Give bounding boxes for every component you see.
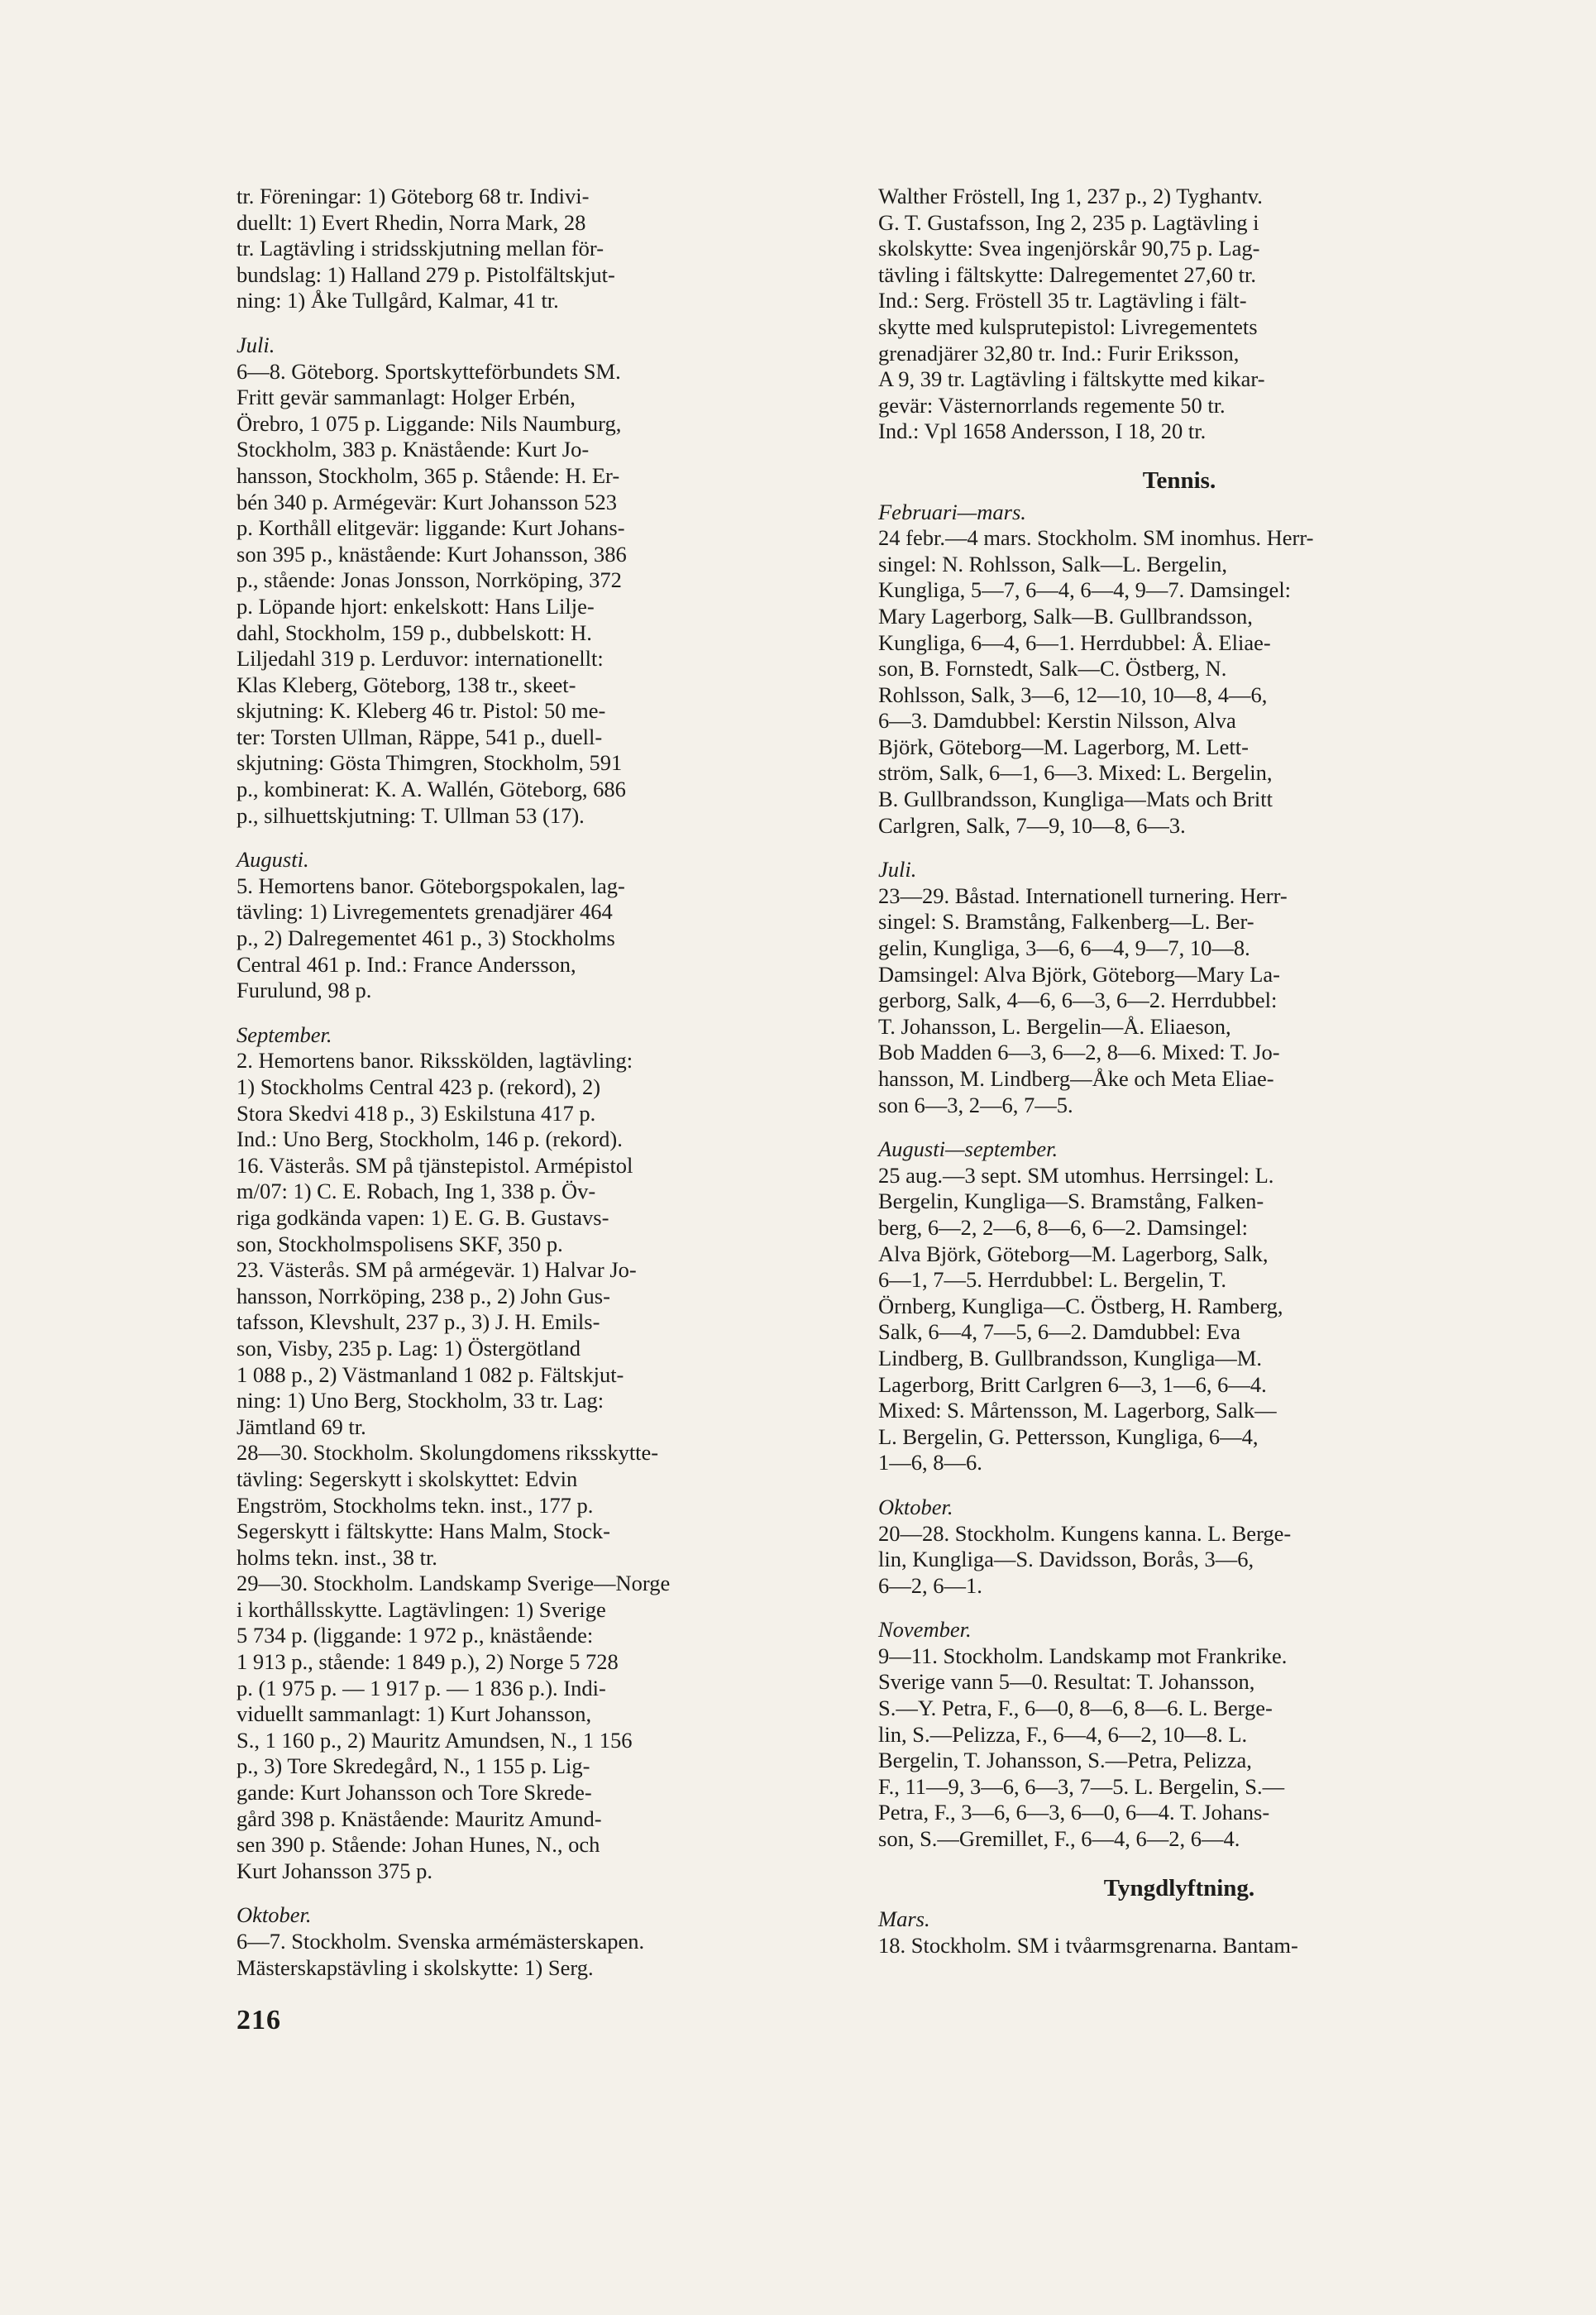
- text-line: gevär: Västernorrlands regemente 50 tr.: [878, 392, 1226, 418]
- text-line: Liljedahl 319 p. Lerduvor: internationellt:: [237, 646, 604, 672]
- text-line: 2. Hemortens banor. Riksskölden, lagtävling:: [237, 1048, 633, 1074]
- text-line: Jämtland 69 tr.: [237, 1413, 366, 1439]
- left-column: [237, 184, 834, 1981]
- month-heading: Augusti.: [237, 847, 309, 873]
- text-line: grenadjärer 32,80 tr. Ind.: Furir Eriksson,: [878, 340, 1240, 366]
- text-line: skjutning: Gösta Thimgren, Stockholm, 591: [237, 750, 623, 776]
- text-line: ning: 1) Uno Berg, Stockholm, 33 tr. Lag:: [237, 1388, 604, 1413]
- month-heading: Mars.: [878, 1906, 930, 1932]
- text-line: Ind.: Uno Berg, Stockholm, 146 p. (rekord).: [237, 1126, 623, 1152]
- text-line: tr. Föreningar: 1) Göteborg 68 tr. Indivi-: [237, 184, 590, 208]
- text-line: son, S.—Gremillet, F., 6—4, 6—2, 6—4.: [878, 1826, 1240, 1852]
- text-line: 28—30. Stockholm. Skolungdomens riksskytte-: [237, 1440, 659, 1466]
- text-line: ter: Torsten Ullman, Räppe, 541 p., duell-: [237, 724, 603, 749]
- text-line: hansson, Stockholm, 365 p. Stående: H. Er-: [237, 462, 620, 488]
- text-line: Bergelin, Kungliga—S. Bramstång, Falken-: [878, 1189, 1264, 1214]
- text-line: 6—1, 7—5. Herrdubbel: L. Bergelin, T.: [878, 1267, 1226, 1293]
- section-heading-tyngdlyftning: Tyngdlyftning.: [1103, 1874, 1255, 1901]
- text-line: 29—30. Stockholm. Landskamp Sverige—Norge: [237, 1571, 671, 1596]
- text-line: son 6—3, 2—6, 7—5.: [878, 1092, 1073, 1117]
- text-line: p. Korthåll elitgevär: liggande: Kurt Johans-: [237, 515, 625, 541]
- text-line: Mary Lagerborg, Salk—B. Gullbrandsson,: [878, 603, 1253, 629]
- text-line: tävling: 1) Livregementets grenadjärer 464: [237, 899, 613, 925]
- text-line: Rohlsson, Salk, 3—6, 12—10, 10—8, 4—6,: [878, 682, 1268, 707]
- text-line: Carlgren, Salk, 7—9, 10—8, 6—3.: [878, 812, 1186, 838]
- page-number: 216: [237, 2005, 281, 2035]
- text-line: son, B. Fornstedt, Salk—C. Östberg, N.: [878, 656, 1227, 682]
- text-line: 1 088 p., 2) Västmanland 1 082 p. Fältskjut-: [237, 1361, 624, 1387]
- text-line: p., 2) Dalregementet 461 p., 3) Stockholms: [237, 926, 615, 951]
- month-heading: Februari—mars.: [878, 499, 1026, 524]
- text-line: 6—2, 6—1.: [878, 1572, 982, 1598]
- text-line: m/07: 1) C. E. Robach, Ing 1, 338 p. Öv-: [237, 1179, 596, 1204]
- text-line: F., 11—9, 3—6, 6—3, 7—5. L. Bergelin, S.—: [878, 1773, 1285, 1799]
- text-line: 5 734 p. (liggande: 1 972 p., knästående:: [237, 1623, 594, 1648]
- text-line: berg, 6—2, 2—6, 8—6, 6—2. Damsingel:: [878, 1214, 1249, 1240]
- text-line: son, Stockholmspolisens SKF, 350 p.: [237, 1231, 563, 1256]
- text-line: duellt: 1) Evert Rhedin, Norra Mark, 28: [237, 209, 586, 235]
- text-line: Ind.: Serg. Fröstell 35 tr. Lagtävling i fält-: [878, 288, 1247, 313]
- text-line: riga godkända vapen: 1) E. G. B. Gustavs-: [237, 1204, 609, 1230]
- text-line: Kungliga, 5—7, 6—4, 6—4, 9—7. Damsingel:: [878, 577, 1292, 603]
- text-line: Damsingel: Alva Björk, Göteborg—Mary La-: [878, 961, 1280, 987]
- text-line: Fritt gevär sammanlagt: Holger Erbén,: [237, 385, 576, 410]
- text-line: 1 913 p., stående: 1 849 p.), 2) Norge 5 728: [237, 1649, 619, 1675]
- text-line: ström, Salk, 6—1, 6—3. Mixed: L. Bergelin,: [878, 760, 1273, 786]
- text-line: tafsson, Klevshult, 237 p., 3) J. H. Emils-: [237, 1309, 600, 1335]
- text-line: gande: Kurt Johansson och Tore Skrede-: [237, 1780, 592, 1806]
- text-line: bén 340 p. Armégevär: Kurt Johansson 523: [237, 489, 617, 514]
- section-heading-tennis: Tennis.: [1142, 466, 1216, 494]
- text-line: Örebro, 1 075 p. Liggande: Nils Naumburg,: [237, 410, 622, 436]
- text-line: p., silhuettskjutning: T. Ullman 53 (17).: [237, 802, 585, 828]
- text-line: gelin, Kungliga, 3—6, 6—4, 9—7, 10—8.: [878, 935, 1250, 961]
- text-line: skjutning: K. Kleberg 46 tr. Pistol: 50 me-: [237, 698, 606, 724]
- text-line: L. Bergelin, G. Pettersson, Kungliga, 6—4,: [878, 1423, 1259, 1449]
- text-line: p., 3) Tore Skredegård, N., 1 155 p. Lig-: [237, 1753, 590, 1779]
- text-line: Stora Skedvi 418 p., 3) Eskilstuna 417 p.: [237, 1100, 596, 1126]
- text-line: 25 aug.—3 sept. SM utomhus. Herrsingel: L.: [878, 1162, 1274, 1188]
- month-heading: Augusti—september.: [878, 1136, 1058, 1162]
- text-line: 23. Västerås. SM på armégevär. 1) Halvar Jo-: [237, 1257, 637, 1283]
- text-line: hansson, Norrköping, 238 p., 2) John Gus-: [237, 1283, 610, 1308]
- text-line: 6—3. Damdubbel: Kerstin Nilsson, Alva: [878, 708, 1236, 734]
- text-line: bundslag: 1) Halland 279 p. Pistolfältskjut-: [237, 261, 615, 287]
- text-line: 24 febr.—4 mars. Stockholm. SM inomhus. Herr-: [878, 525, 1314, 551]
- text-line: Örnberg, Kungliga—C. Östberg, H. Ramberg,: [878, 1293, 1283, 1318]
- text-line: hansson, M. Lindberg—Åke och Meta Eliae-: [878, 1066, 1274, 1091]
- text-line: S., 1 160 p., 2) Mauritz Amundsen, N., 1 156: [237, 1727, 633, 1753]
- text-line: son, Visby, 235 p. Lag: 1) Östergötland: [237, 1335, 581, 1361]
- text-line: A 9, 39 tr. Lagtävling i fältskytte med kikar-: [878, 366, 1265, 392]
- text-line: 20—28. Stockholm. Kungens kanna. L. Berge-: [878, 1520, 1292, 1546]
- text-line: skytte med kulsprutepistol: Livregementets: [878, 313, 1258, 339]
- text-line: 1) Stockholms Central 423 p. (rekord), 2): [237, 1074, 601, 1099]
- text-line: Salk, 6—4, 7—5, 6—2. Damdubbel: Eva: [878, 1319, 1240, 1345]
- text-line: 18. Stockholm. SM i tvåarmsgrenarna. Bantam-: [878, 1932, 1298, 1958]
- text-line: ning: 1) Åke Tullgård, Kalmar, 41 tr.: [237, 288, 559, 313]
- month-heading: September.: [237, 1021, 332, 1047]
- right-column: [878, 184, 1480, 1959]
- text-line: 16. Västerås. SM på tjänstepistol. Armépistol: [237, 1152, 633, 1178]
- text-line: tävling: Segerskytt i skolskyttet: Edvin: [237, 1466, 578, 1491]
- text-line: gerborg, Salk, 4—6, 6—3, 6—2. Herrdubbel:: [878, 988, 1278, 1013]
- text-line: 5. Hemortens banor. Göteborgspokalen, lag-: [237, 873, 625, 898]
- text-line: 6—7. Stockholm. Svenska armémästerskapen.: [237, 1929, 645, 1954]
- text-line: Segerskytt i fältskytte: Hans Malm, Stock-: [237, 1519, 610, 1544]
- text-line: singel: S. Bramstång, Falkenberg—L. Ber-: [878, 909, 1254, 935]
- text-line: G. T. Gustafsson, Ing 2, 235 p. Lagtävling i: [878, 209, 1259, 235]
- text-line: Furulund, 98 p.: [237, 978, 372, 1003]
- text-line: tr. Lagtävling i stridsskjutning mellan för-: [237, 236, 604, 261]
- text-line: S.—Y. Petra, F., 6—0, 8—6, 8—6. L. Berge-: [878, 1696, 1273, 1721]
- text-line: Central 461 p. Ind.: France Andersson,: [237, 951, 576, 977]
- text-line: 23—29. Båstad. Internationell turnering. Herr-: [878, 882, 1288, 908]
- text-line: Lindberg, B. Gullbrandsson, Kungliga—M.: [878, 1345, 1262, 1370]
- text-line: Mixed: S. Mårtensson, M. Lagerborg, Salk—: [878, 1398, 1277, 1423]
- text-line: i korthållsskytte. Lagtävlingen: 1) Sverige: [237, 1596, 606, 1622]
- text-line: 9—11. Stockholm. Landskamp mot Frankrike.: [878, 1643, 1288, 1668]
- text-line: T. Johansson, L. Bergelin—Å. Eliaeson,: [878, 1013, 1231, 1039]
- text-line: sen 390 p. Stående: Johan Hunes, N., och: [237, 1832, 600, 1858]
- month-heading: Oktober.: [237, 1902, 312, 1928]
- text-line: son 395 p., knästående: Kurt Johansson, 386: [237, 541, 627, 567]
- text-line: viduellt sammanlagt: 1) Kurt Johansson,: [237, 1701, 592, 1727]
- text-line: Lagerborg, Britt Carlgren 6—3, 1—6, 6—4.: [878, 1371, 1267, 1397]
- text-line: gård 398 p. Knästående: Mauritz Amund-: [237, 1806, 602, 1831]
- text-line: Bergelin, T. Johansson, S.—Petra, Pelizza,: [878, 1748, 1252, 1773]
- text-line: Engström, Stockholms tekn. inst., 177 p.: [237, 1492, 594, 1518]
- month-heading: Juli.: [237, 332, 275, 357]
- text-line: Kurt Johansson 375 p.: [237, 1858, 433, 1883]
- text-line: p. Löpande hjort: enkelskott: Hans Lilje-: [237, 593, 595, 619]
- text-line: Sverige vann 5—0. Resultat: T. Johansson,: [878, 1669, 1255, 1695]
- text-line: p., stående: Jonas Jonsson, Norrköping, 372: [237, 567, 622, 593]
- text-line: 1—6, 8—6.: [878, 1450, 982, 1476]
- text-line: tävling i fältskytte: Dalregementet 27,60 tr.: [878, 261, 1257, 287]
- text-line: skolskytte: Svea ingenjörskår 90,75 p. Lag-: [878, 236, 1260, 261]
- text-line: B. Gullbrandsson, Kungliga—Mats och Britt: [878, 787, 1273, 812]
- text-line: holms tekn. inst., 38 tr.: [237, 1544, 437, 1570]
- month-heading: Oktober.: [878, 1494, 953, 1519]
- text-line: lin, S.—Pelizza, F., 6—4, 6—2, 10—8. L.: [878, 1721, 1248, 1747]
- text-line: dahl, Stockholm, 159 p., dubbelskott: H.: [237, 619, 592, 645]
- text-line: Ind.: Vpl 1658 Andersson, I 18, 20 tr.: [878, 419, 1207, 444]
- text-line: Mästerskapstävling i skolskytte: 1) Serg.: [237, 1954, 594, 1980]
- text-line: p. (1 975 p. — 1 917 p. — 1 836 p.). Indi-: [237, 1675, 606, 1700]
- text-line: lin, Kungliga—S. Davidsson, Borås, 3—6,: [878, 1547, 1254, 1572]
- text-line: Stockholm, 383 p. Knästående: Kurt Jo-: [237, 437, 590, 462]
- month-heading: Juli.: [878, 857, 917, 882]
- text-line: p., kombinerat: K. A. Wallén, Göteborg, 686: [237, 777, 626, 802]
- month-heading: November.: [878, 1617, 972, 1643]
- text-line: Björk, Göteborg—M. Lagerborg, M. Lett-: [878, 734, 1249, 759]
- text-line: Kungliga, 6—4, 6—1. Herrdubbel: Å. Eliae-: [878, 629, 1271, 655]
- text-line: Alva Björk, Göteborg—M. Lagerborg, Salk,: [878, 1241, 1269, 1266]
- text-line: Klas Kleberg, Göteborg, 138 tr., skeet-: [237, 672, 576, 697]
- text-line: 6—8. Göteborg. Sportskytteförbundets SM.: [237, 358, 621, 384]
- text-line: Walther Fröstell, Ing 1, 237 p., 2) Tyghantv.: [878, 184, 1263, 208]
- text-line: singel: N. Rohlsson, Salk—L. Bergelin,: [878, 551, 1228, 576]
- text-line: Petra, F., 3—6, 6—3, 6—0, 6—4. T. Johans-: [878, 1800, 1270, 1825]
- text-line: Bob Madden 6—3, 6—2, 8—6. Mixed: T. Jo-: [878, 1040, 1280, 1065]
